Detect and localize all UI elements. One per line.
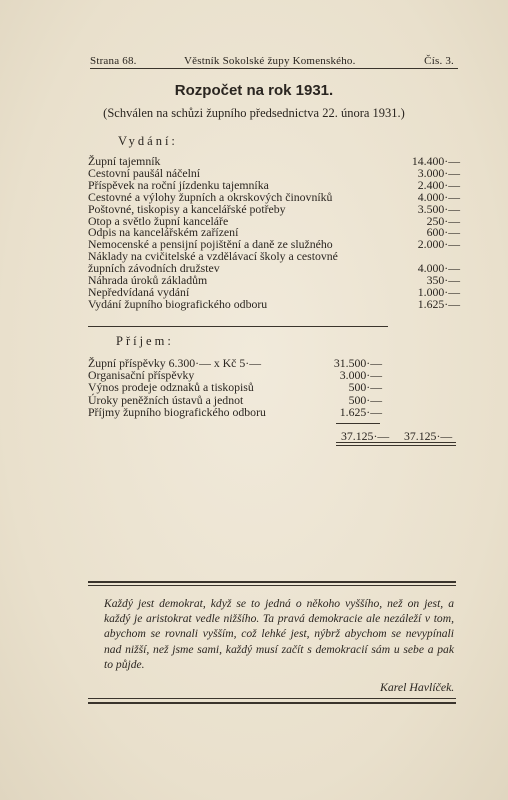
expense-label: Vydání župního biografického odboru <box>88 296 268 311</box>
income-label: Výnos prodeje odznaků a tiskopisů <box>88 380 254 395</box>
income-value: 500·— <box>348 392 382 407</box>
expense-label: Otop a světlo župní kanceláře <box>88 213 229 228</box>
expense-label: Příspěvek na roční jízdenku tajemníka <box>88 177 269 192</box>
quote-bottom-rule-thin <box>88 698 456 699</box>
quote-author: Karel Havlíček. <box>380 680 455 694</box>
page-header <box>90 53 458 69</box>
expense-label: Náhrada úroků základům <box>88 273 208 287</box>
expense-value: 3.500·— <box>417 201 460 216</box>
totals-rule-1 <box>336 442 456 443</box>
expense-label: Nepředvídaná vydání <box>88 284 190 299</box>
income-value: 1.625·— <box>339 404 382 419</box>
expense-label: Cestovné a výlohy župních a okrskových činovníků <box>88 189 333 204</box>
expense-label: Náklady na cvičitelské a vzdělávací školy a cestovné <box>88 249 338 264</box>
total-expenses: 37.125·— <box>404 429 453 443</box>
issue-number: Čís. 3. <box>424 55 454 67</box>
expense-label: Poštovné, tiskopisy a kancelářské potřeby <box>88 201 286 216</box>
expense-value: 2.000·— <box>417 237 460 252</box>
expense-value: 3.000·— <box>417 165 460 180</box>
income-label: Organisační příspěvky <box>88 368 195 383</box>
income-label: Župní příspěvky 6.300·— x Kč 5·— <box>88 356 261 370</box>
totals-rule-2 <box>336 445 456 446</box>
quote-top-rule-thin <box>88 585 456 586</box>
expense-value: 4.000·— <box>417 189 460 204</box>
expense-label: Odpis na kancelářském zařízení <box>88 225 239 240</box>
expense-value: 1.000·— <box>417 284 460 299</box>
expenses-divider <box>88 326 388 327</box>
income-label: Příjmy župního biografického odboru <box>88 404 266 419</box>
journal-name: Věstník Sokolské župy Komenského. <box>184 55 356 67</box>
expense-value: 350·— <box>426 273 460 287</box>
income-value: 31.500·— <box>333 356 382 370</box>
header-divider <box>90 68 458 69</box>
page-subtitle: (Schválen na schůzi župního předsednictva 22. února 1931.) <box>103 106 405 120</box>
income-label: Úroky peněžních ústavů a jednot <box>88 392 244 407</box>
income-sum-rule <box>336 423 380 424</box>
expense-label: Župní tajemník <box>88 154 161 168</box>
expense-value: 2.400·— <box>417 177 460 192</box>
expense-value: 600·— <box>426 225 460 240</box>
income-value: 500·— <box>348 380 382 395</box>
expense-label: Cestovní paušál náčelní <box>88 165 201 180</box>
quote-bottom-rule <box>88 702 456 704</box>
quote-top-rule <box>88 581 456 583</box>
expense-label: župních závodních družstev <box>88 261 220 276</box>
income-row <box>88 406 408 419</box>
expense-row <box>88 298 460 311</box>
expense-value: 4.000·— <box>417 261 460 276</box>
income-value: 3.000·— <box>339 368 382 383</box>
expense-value: 250·— <box>426 213 460 228</box>
quote-text: Každý jest demokrat, když se to jedná o někoho vyššího, než on jest, a každý je aristokrat vedle nižšího. Ta pravá demokracie ale nezáleží v tom, abychom se rovnali vyšším, což lehké jest, nýbrž abychom se nevypínali nad nižší, než jsme sami, každý musí začít s demokracií sám u sebe a pak to půjde. <box>104 597 454 671</box>
page-title: Rozpočet na rok 1931. <box>174 82 334 99</box>
expense-label: Nemocenské a pensijní pojištění a daně ze služného <box>88 237 333 252</box>
expenses-heading: Vydání: <box>118 134 178 148</box>
total-income: 37.125·— <box>341 429 390 443</box>
income-heading: Příjem: <box>116 334 174 348</box>
page-number: Strana 68. <box>90 55 137 67</box>
expense-value: 1.625·— <box>417 296 460 311</box>
expense-value: 14.400·— <box>411 154 460 168</box>
